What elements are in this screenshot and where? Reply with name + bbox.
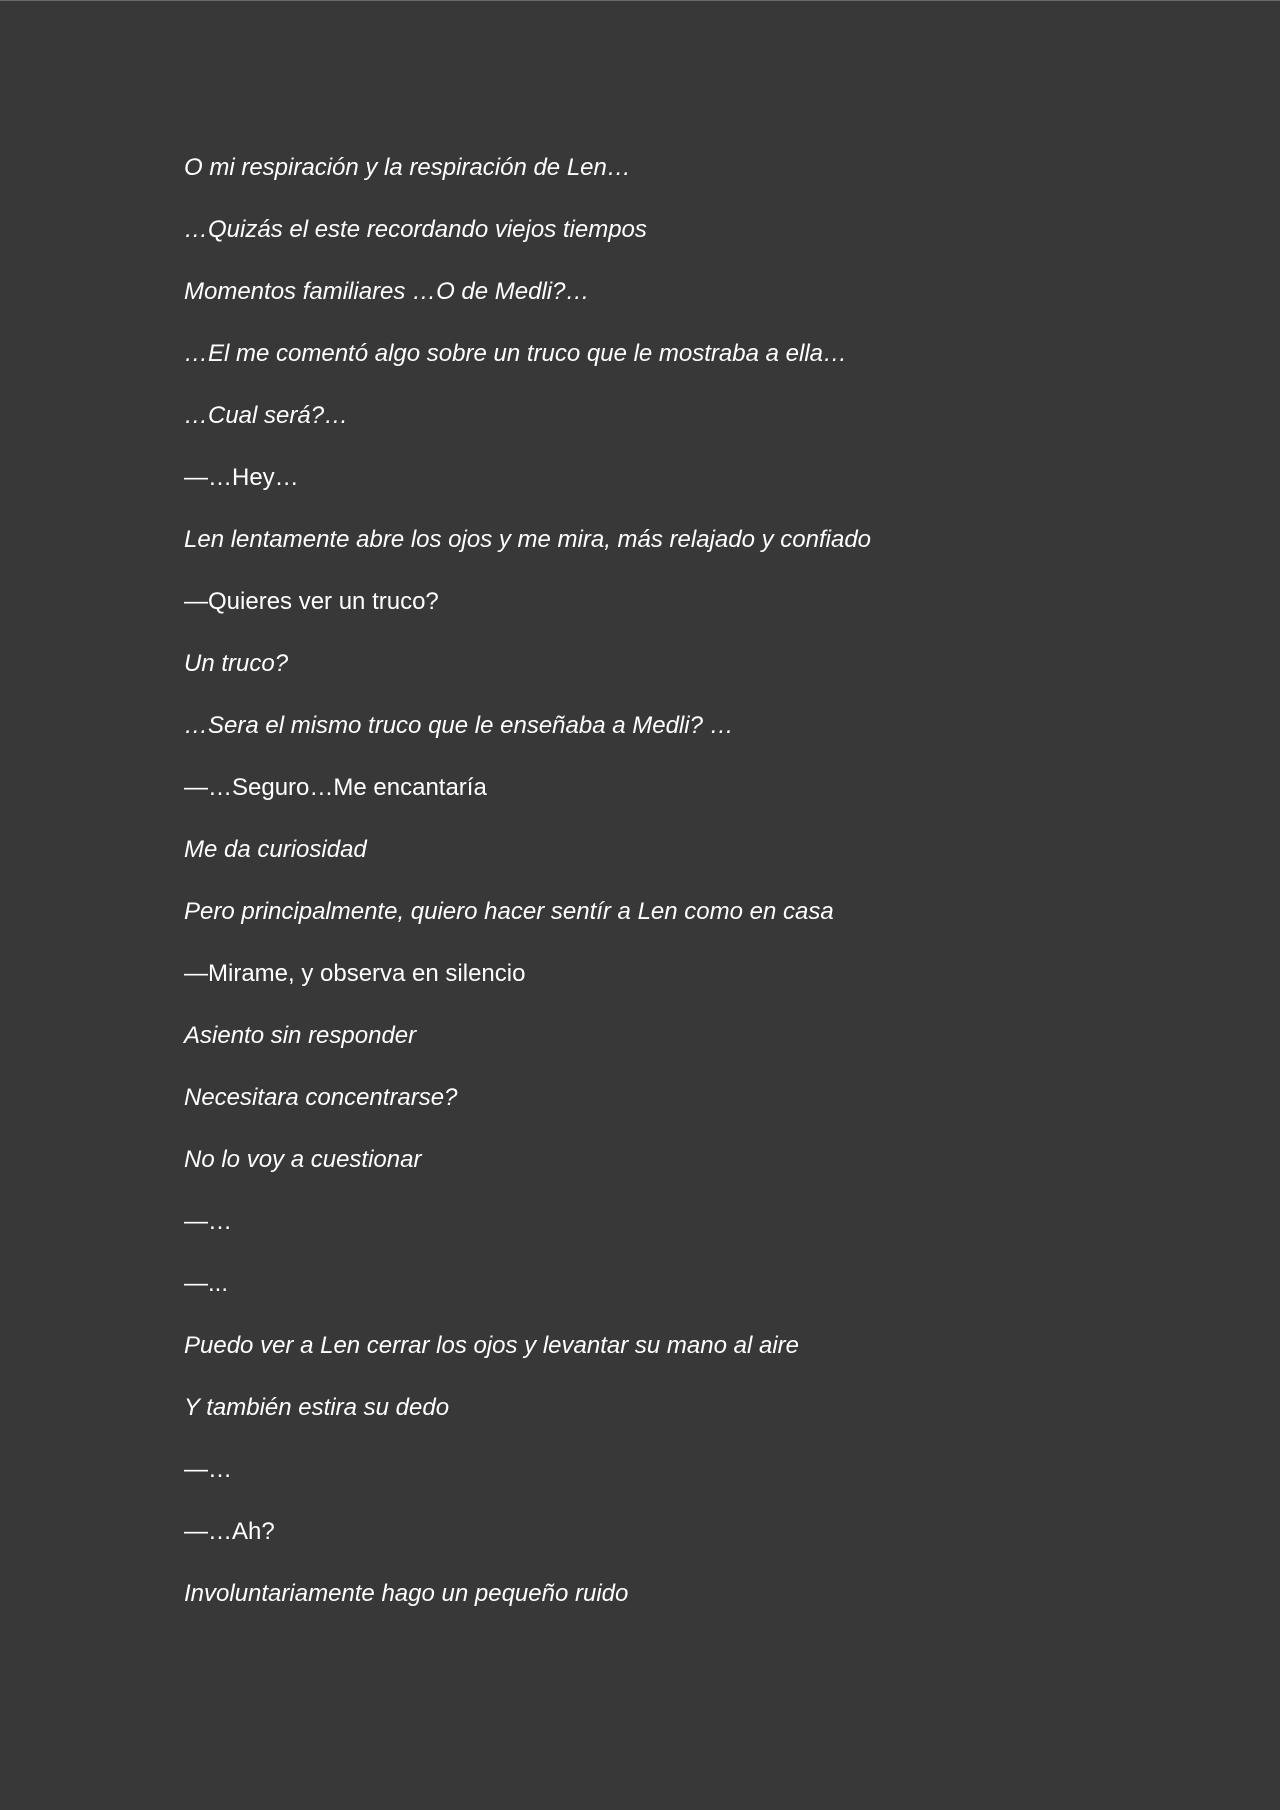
text-line: Len lentamente abre los ojos y me mira, más relajado y confiado	[184, 526, 872, 553]
text-line: Asiento sin responder	[184, 1022, 417, 1049]
text-line: Momentos familiares …O de Medli?…	[184, 278, 590, 305]
text-line: Necesitara concentrarse?	[184, 1084, 458, 1111]
dialogue-line: —…Hey…	[184, 464, 299, 491]
text-line: No lo voy a cuestionar	[184, 1146, 422, 1173]
text-line: Pero principalmente, quiero hacer sentír a Len como en casa	[184, 898, 834, 925]
text-line: Un truco?	[184, 650, 289, 677]
dialogue-line: —Quieres ver un truco?	[184, 588, 439, 615]
text-line: Me da curiosidad	[184, 836, 367, 863]
text-column	[184, 153, 1184, 1641]
text-line: …El me comentó algo sobre un truco que le mostraba a ella…	[184, 340, 848, 367]
text-line: …Sera el mismo truco que le enseñaba a Medli? …	[184, 712, 734, 739]
dialogue-line: —…Seguro…Me encantaría	[184, 774, 487, 801]
dialogue-line: —…Ah?	[184, 1518, 275, 1545]
dialogue-line: —…	[184, 1456, 232, 1483]
text-line: O mi respiración y la respiración de Len…	[184, 154, 631, 181]
text-line: …Quizás el este recordando viejos tiempos	[184, 216, 647, 243]
dialogue-line: —Mirame, y observa en silencio	[184, 960, 526, 987]
text-line: Involuntariamente hago un pequeño ruido	[184, 1580, 629, 1607]
text-line: …Cual será?…	[184, 402, 349, 429]
text-line: Puedo ver a Len cerrar los ojos y levantar su mano al aire	[184, 1332, 799, 1359]
dialogue-line: —…	[184, 1208, 232, 1235]
text-line: Y también estira su dedo	[184, 1394, 450, 1421]
dialogue-line: —...	[184, 1270, 229, 1297]
